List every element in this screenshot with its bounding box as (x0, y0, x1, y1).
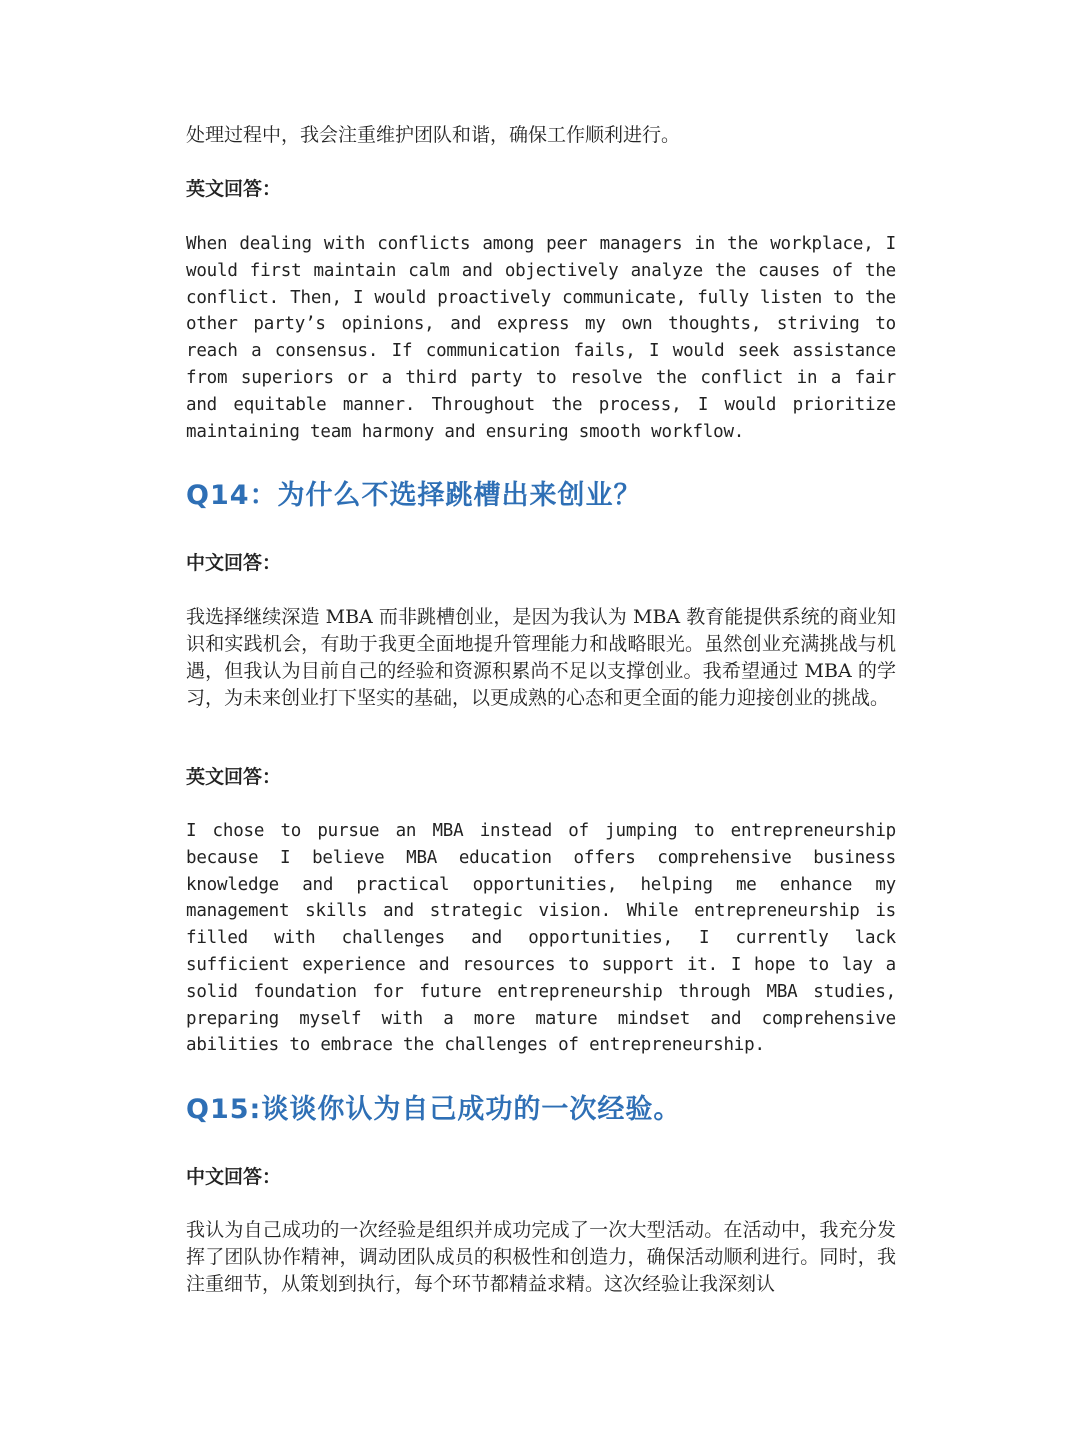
q15-chinese-answer-label: 中文回答： (186, 1166, 282, 1188)
q14-english-answer: I chose to pursue an MBA instead of jumping to entrepreneurship because I believe MBA education offers comprehensive business knowledge and practical opportunities, helping me enhance my management skills and strategic vision. While entrepreneurship is filled with challenges and opportunities, I currently lack sufficient experience and resources to support it. I hope to lay a solid foundation for future entrepreneurship through MBA studies, preparing myself with a more mature mindset and comprehensive abilities to embrace the challenges of entrepreneurship. (186, 821, 896, 1056)
q13-english-answer-label: 英文回答： (186, 178, 282, 200)
q13-english-answer: When dealing with conflicts among peer managers in the workplace, I would first maintain calm and objectively analyze the causes of the conflict. Then, I would proactively communicate, fully listen to the other party’s opinions, and express my own thoughts, striving to reach a consensus. If communication fails, I would seek assistance from superiors or a third party to resolve the conflict in a fair and equitable manner. Throughout the process, I would prioritize maintaining team harmony and ensuring smooth workflow. (186, 234, 896, 442)
q15-chinese-answer: 我认为自己成功的一次经验是组织并成功完成了一次大型活动。在活动中，我充分发挥了团队协作精神，调动团队成员的积极性和创造力，确保活动顺利进行。同时，我注重细节，从策划到执行，每个环节都精益求精。这次经验让我深刻认 (186, 1219, 896, 1295)
q14-chinese-answer: 我选择继续深造 MBA 而非跳槽创业，是因为我认为 MBA 教育能提供系统的商业知识和实践机会，有助于我更全面地提升管理能力和战略眼光。虽然创业充满挑战与机遇，但我认为目前自己的经验和资源积累尚不足以支撑创业。我希望通过 MBA 的学习，为未来创业打下坚实的基础，以更成熟的心态和更全面的能力迎接创业的挑战。 (186, 606, 896, 709)
q14-heading: Q14：为什么不选择跳槽出来创业？ (186, 480, 642, 511)
q15-heading: Q15:谈谈你认为自己成功的一次经验。 (186, 1094, 682, 1125)
q14-chinese-answer-label: 中文回答： (186, 552, 282, 574)
q13-chinese-answer-tail: 处理过程中，我会注重维护团队和谐，确保工作顺利进行。 (186, 124, 681, 146)
q14-english-answer-label: 英文回答： (186, 766, 282, 788)
